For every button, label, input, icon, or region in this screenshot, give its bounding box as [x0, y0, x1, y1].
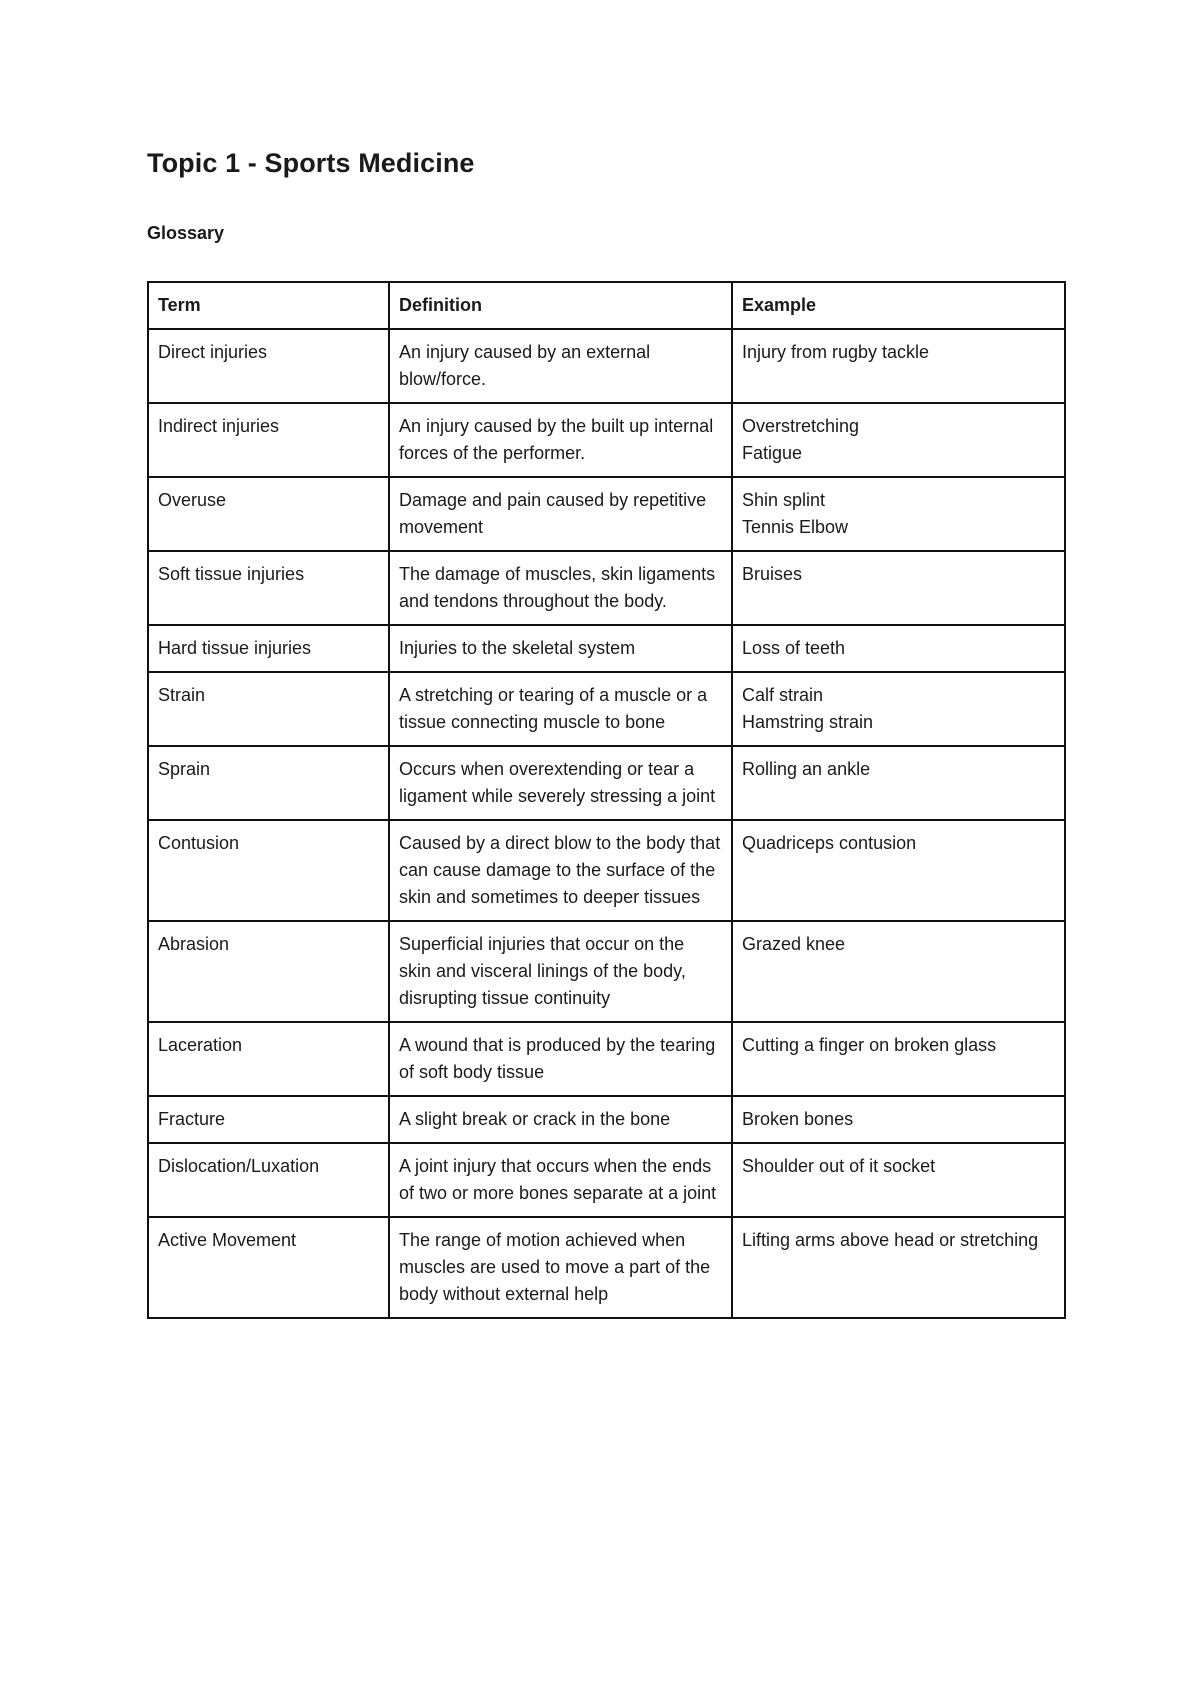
definition-cell: Occurs when overextending or tear a ligament while severely stressing a joint [389, 746, 732, 820]
table-row [148, 820, 1065, 921]
term-cell: Indirect injuries [148, 403, 389, 477]
term-cell: Hard tissue injuries [148, 625, 389, 672]
example-line: Broken bones [742, 1109, 854, 1129]
example-line: Bruises [742, 564, 803, 584]
example-cell [732, 329, 1065, 403]
definition-cell: An injury caused by an external blow/force. [389, 329, 732, 403]
term-cell: Abrasion [148, 921, 389, 1022]
example-cell [732, 551, 1065, 625]
page-title: Topic 1 - Sports Medicine [147, 148, 475, 178]
definition-cell: An injury caused by the built up internal forces of the performer. [389, 403, 732, 477]
example-line: Fatigue [742, 443, 803, 463]
term-cell: Contusion [148, 820, 389, 921]
definition-cell: Caused by a direct blow to the body that can cause damage to the surface of the skin and sometimes to deeper tissues [389, 820, 732, 921]
term-cell: Direct injuries [148, 329, 389, 403]
example-line: Loss of teeth [742, 638, 846, 658]
example-line: Tennis Elbow [742, 517, 849, 537]
table-row [148, 1217, 1065, 1318]
example-line: Rolling an ankle [742, 759, 871, 779]
example-cell [732, 746, 1065, 820]
table-row [148, 1096, 1065, 1143]
example-line: Hamstring strain [742, 712, 874, 732]
example-line: Cutting a finger on broken glass [742, 1035, 997, 1055]
definition-cell: Injuries to the skeletal system [389, 625, 732, 672]
example-line: Quadriceps contusion [742, 833, 917, 853]
term-cell: Active Movement [148, 1217, 389, 1318]
definition-cell: Superficial injuries that occur on the skin and visceral linings of the body, disrupting tissue continuity [389, 921, 732, 1022]
term-cell: Sprain [148, 746, 389, 820]
table-row [148, 1143, 1065, 1217]
term-cell: Laceration [148, 1022, 389, 1096]
table-row [148, 403, 1065, 477]
example-cell [732, 1096, 1065, 1143]
definition-cell: A wound that is produced by the tearing of soft body tissue [389, 1022, 732, 1096]
table-row [148, 921, 1065, 1022]
example-cell [732, 477, 1065, 551]
header-definition: Definition [389, 282, 732, 329]
definition-cell: The damage of muscles, skin ligaments and tendons throughout the body. [389, 551, 732, 625]
example-line: Grazed knee [742, 934, 846, 954]
table-row [148, 551, 1065, 625]
example-line: Lifting arms above head or stretching [742, 1230, 1039, 1250]
header-term: Term [148, 282, 389, 329]
example-cell [732, 820, 1065, 921]
example-cell [732, 625, 1065, 672]
example-line: Overstretching [742, 416, 860, 436]
table-row [148, 625, 1065, 672]
table-row [148, 1022, 1065, 1096]
glossary-table [147, 281, 1066, 1319]
example-cell [732, 403, 1065, 477]
example-cell [732, 1022, 1065, 1096]
definition-cell: A joint injury that occurs when the ends of two or more bones separate at a joint [389, 1143, 732, 1217]
example-cell [732, 1217, 1065, 1318]
term-cell: Dislocation/Luxation [148, 1143, 389, 1217]
term-cell: Overuse [148, 477, 389, 551]
table-row [148, 746, 1065, 820]
table-header-row [148, 282, 1065, 329]
term-cell: Strain [148, 672, 389, 746]
example-line: Calf strain [742, 685, 824, 705]
example-line: Shin splint [742, 490, 826, 510]
definition-cell: Damage and pain caused by repetitive movement [389, 477, 732, 551]
example-cell [732, 672, 1065, 746]
section-heading-glossary: Glossary [147, 223, 225, 243]
example-line: Injury from rugby tackle [742, 342, 930, 362]
example-line: Shoulder out of it socket [742, 1156, 936, 1176]
header-example: Example [732, 282, 1065, 329]
term-cell: Fracture [148, 1096, 389, 1143]
example-cell [732, 921, 1065, 1022]
table-row [148, 477, 1065, 551]
definition-cell: A slight break or crack in the bone [389, 1096, 732, 1143]
example-cell [732, 1143, 1065, 1217]
term-cell: Soft tissue injuries [148, 551, 389, 625]
definition-cell: A stretching or tearing of a muscle or a tissue connecting muscle to bone [389, 672, 732, 746]
table-row [148, 329, 1065, 403]
table-row [148, 672, 1065, 746]
definition-cell: The range of motion achieved when muscles are used to move a part of the body without external help [389, 1217, 732, 1318]
